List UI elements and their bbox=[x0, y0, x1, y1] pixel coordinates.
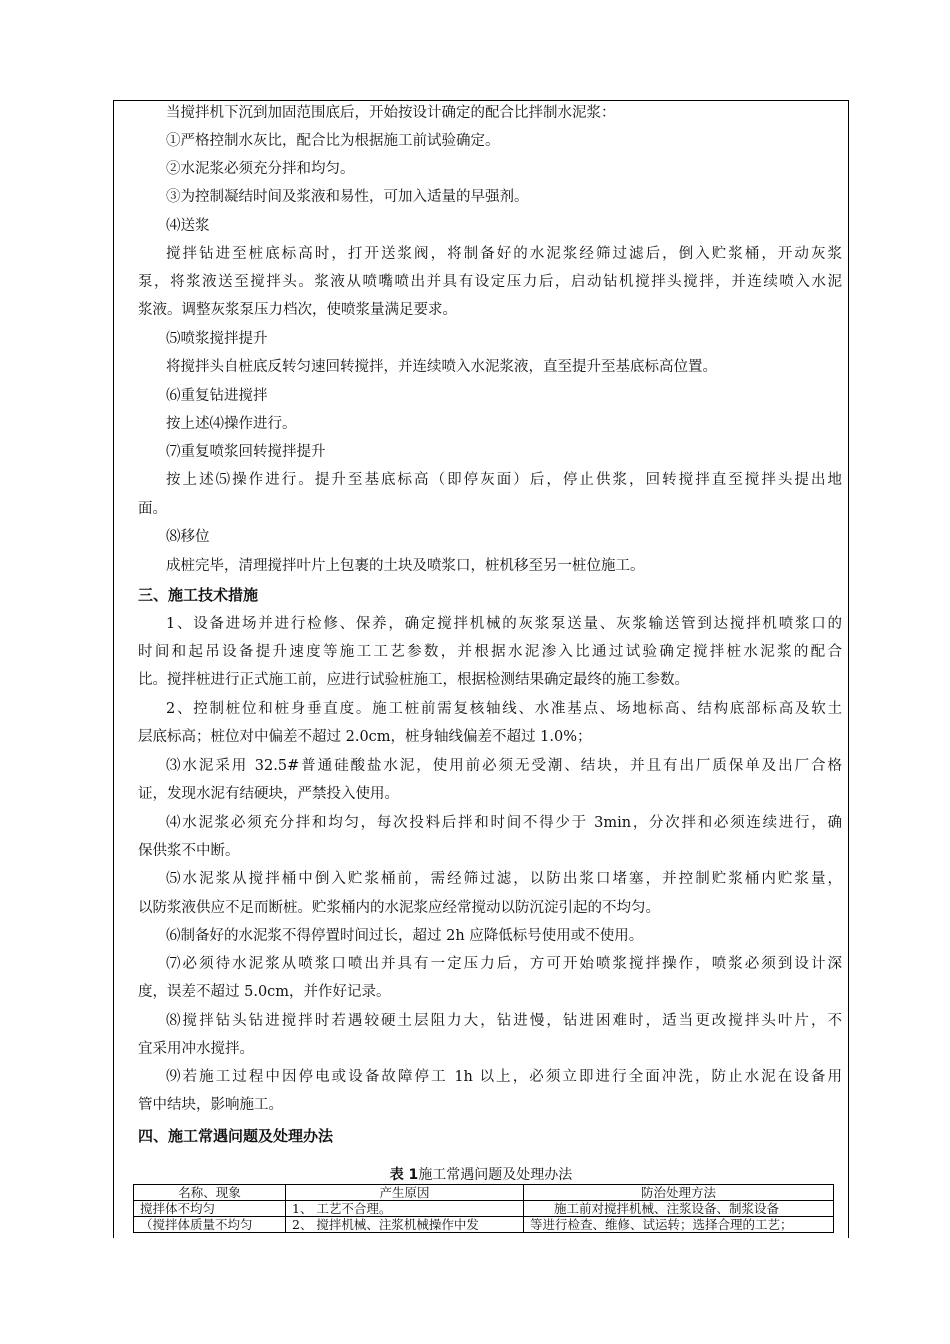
table-header-row bbox=[134, 1185, 834, 1201]
paragraph-line: ⑹重复钻进搅拌 bbox=[166, 388, 268, 404]
paragraph-line: 保供浆不中断。 bbox=[138, 843, 240, 859]
table-cell: （搅拌体质量不均匀 bbox=[134, 1217, 286, 1233]
paragraph-line: ⑸水泥浆从搅拌桶中倒入贮浆桶前，需经筛过滤，以防出浆口堵塞，并控制贮浆桶内贮浆量， bbox=[166, 871, 842, 887]
paragraph-line: ⑼若施工过程中因停电或设备故障停工 1h 以上，必须立即进行全面冲洗，防止水泥在设备用 bbox=[166, 1069, 842, 1085]
paragraph-line: ⑷水泥浆必须充分拌和均匀，每次投料后拌和时间不得少于 3min，分次拌和必须连续进行，确 bbox=[166, 815, 842, 831]
paragraph-line: ⑶水泥采用 32.5#普通硅酸盐水泥，使用前必须无受潮、结块，并且有出厂质保单及出厂合格 bbox=[166, 758, 842, 774]
paragraph-line: ⑺必须待水泥浆从喷浆口喷出并具有一定压力后，方可开始喷浆搅拌操作，喷浆必须到设计深 bbox=[166, 956, 842, 972]
table-cell: 等进行检查、维修、试运转；选择合理的工艺； bbox=[524, 1217, 834, 1233]
paragraph-line: 层底标高；桩位对中偏差不超过 2.0cm，桩身轴线偏差不超过 1.0%； bbox=[138, 729, 592, 745]
paragraph-line: ⑸喷浆搅拌提升 bbox=[166, 331, 268, 347]
paragraph-line: ⑹制备好的水泥浆不得停置时间过长，超过 2h 应降低标号使用或不使用。 bbox=[166, 928, 644, 944]
paragraph-line: 2、控制桩位和桩身垂直度。施工桩前需复核轴线、水准基点、场地标高、结构底部标高及软土 bbox=[166, 701, 842, 717]
paragraph-line: 成桩完毕，清理搅拌叶片上包裹的土块及喷浆口，桩机移至另一桩位施工。 bbox=[166, 558, 645, 574]
paragraph-line: 将搅拌头自桩底反转匀速回转搅拌，并连续喷入水泥浆液，直至提升至基底标高位置。 bbox=[166, 359, 717, 375]
paragraph-line: 按上述⑸操作进行。提升至基底标高（即停灰面）后，停止供浆，回转搅拌直至搅拌头提出地 bbox=[166, 472, 842, 488]
section-heading: 四、施工常遇问题及处理办法 bbox=[138, 1127, 334, 1145]
paragraph-line: 泵，将浆液送至搅拌头。浆液从喷嘴喷出并具有设定压力后，启动钻机搅拌头搅拌，并连续喷入水泥 bbox=[138, 274, 842, 290]
table-caption-number: 表 1 bbox=[389, 1167, 419, 1183]
paragraph-line: 按上述⑷操作进行。 bbox=[166, 416, 297, 432]
paragraph-line: 度，误差不超过 5.0cm，并作好记录。 bbox=[138, 984, 391, 1000]
paragraph-line: ③为控制凝结时间及浆液和易性，可加入适量的早强剂。 bbox=[166, 189, 529, 205]
paragraph-line: 证，发现水泥有结硬块，严禁投入使用。 bbox=[138, 786, 399, 802]
table-header-cell: 产生原因 bbox=[286, 1185, 524, 1201]
problems-table bbox=[133, 1184, 834, 1233]
table-caption-title: 施工常遇问题及处理办法 bbox=[418, 1167, 573, 1183]
table-row bbox=[134, 1201, 834, 1217]
paragraph-line: 比。搅拌桩进行正式施工前，应进行试验桩施工，根据检测结果确定最终的施工参数。 bbox=[138, 672, 689, 688]
paragraph-line: ⑻搅拌钻头钻进搅拌时若遇较硬土层阻力大，钻进慢，钻进困难时，适当更改搅拌头叶片，不 bbox=[166, 1013, 842, 1029]
paragraph-line: 管中结块，影响施工。 bbox=[138, 1097, 283, 1113]
section-heading: 三、施工技术措施 bbox=[138, 586, 259, 604]
table-cell: 1、 工艺不合理。 bbox=[286, 1201, 524, 1217]
table-header-cell: 名称、现象 bbox=[134, 1185, 286, 1201]
table-cell: 搅拌体不均匀 bbox=[134, 1201, 286, 1217]
paragraph-line: ⑷送浆 bbox=[166, 218, 210, 234]
paragraph-line: 宜采用冲水搅拌。 bbox=[138, 1041, 254, 1057]
table-cell: 2、 搅拌机械、注浆机械操作中发 bbox=[286, 1217, 524, 1233]
paragraph-line: 搅拌钻进至桩底标高时，打开送浆阀，将制备好的水泥浆经筛过滤后，倒入贮浆桶，开动灰浆 bbox=[166, 246, 842, 262]
paragraph-line: 时间和起吊设备提升速度等施工工艺参数，并根据水泥渗入比通过试验确定搅拌桩水泥浆的配合 bbox=[138, 644, 842, 660]
paragraph-line: ⑺重复喷浆回转搅拌提升 bbox=[166, 444, 326, 460]
paragraph-line: 面。 bbox=[138, 501, 167, 517]
paragraph-line: 以防浆液供应不足而断桩。贮浆桶内的水泥浆应经常搅动以防沉淀引起的不均匀。 bbox=[138, 900, 660, 916]
table-row bbox=[134, 1217, 834, 1233]
paragraph-line: 浆液。调整灰浆泵压力档次，使喷浆量满足要求。 bbox=[138, 302, 457, 318]
table-header-cell: 防治处理方法 bbox=[524, 1185, 834, 1201]
table-cell: 施工前对搅拌机械、注浆设备、制浆设备 bbox=[524, 1201, 834, 1217]
paragraph-line: 当搅拌机下沉到加固范围底后，开始按设计确定的配合比拌制水泥浆： bbox=[166, 105, 616, 121]
paragraph-line: ②水泥浆必须充分拌和均匀。 bbox=[166, 161, 355, 177]
table-caption bbox=[113, 1166, 849, 1184]
paragraph-line: ⑻移位 bbox=[166, 529, 210, 545]
paragraph-line: ①严格控制水灰比，配合比为根据施工前试验确定。 bbox=[166, 133, 500, 149]
paragraph-line: 1、设备进场并进行检修、保养，确定搅拌机械的灰浆泵送量、灰浆输送管到达搅拌机喷浆口的 bbox=[166, 616, 842, 632]
